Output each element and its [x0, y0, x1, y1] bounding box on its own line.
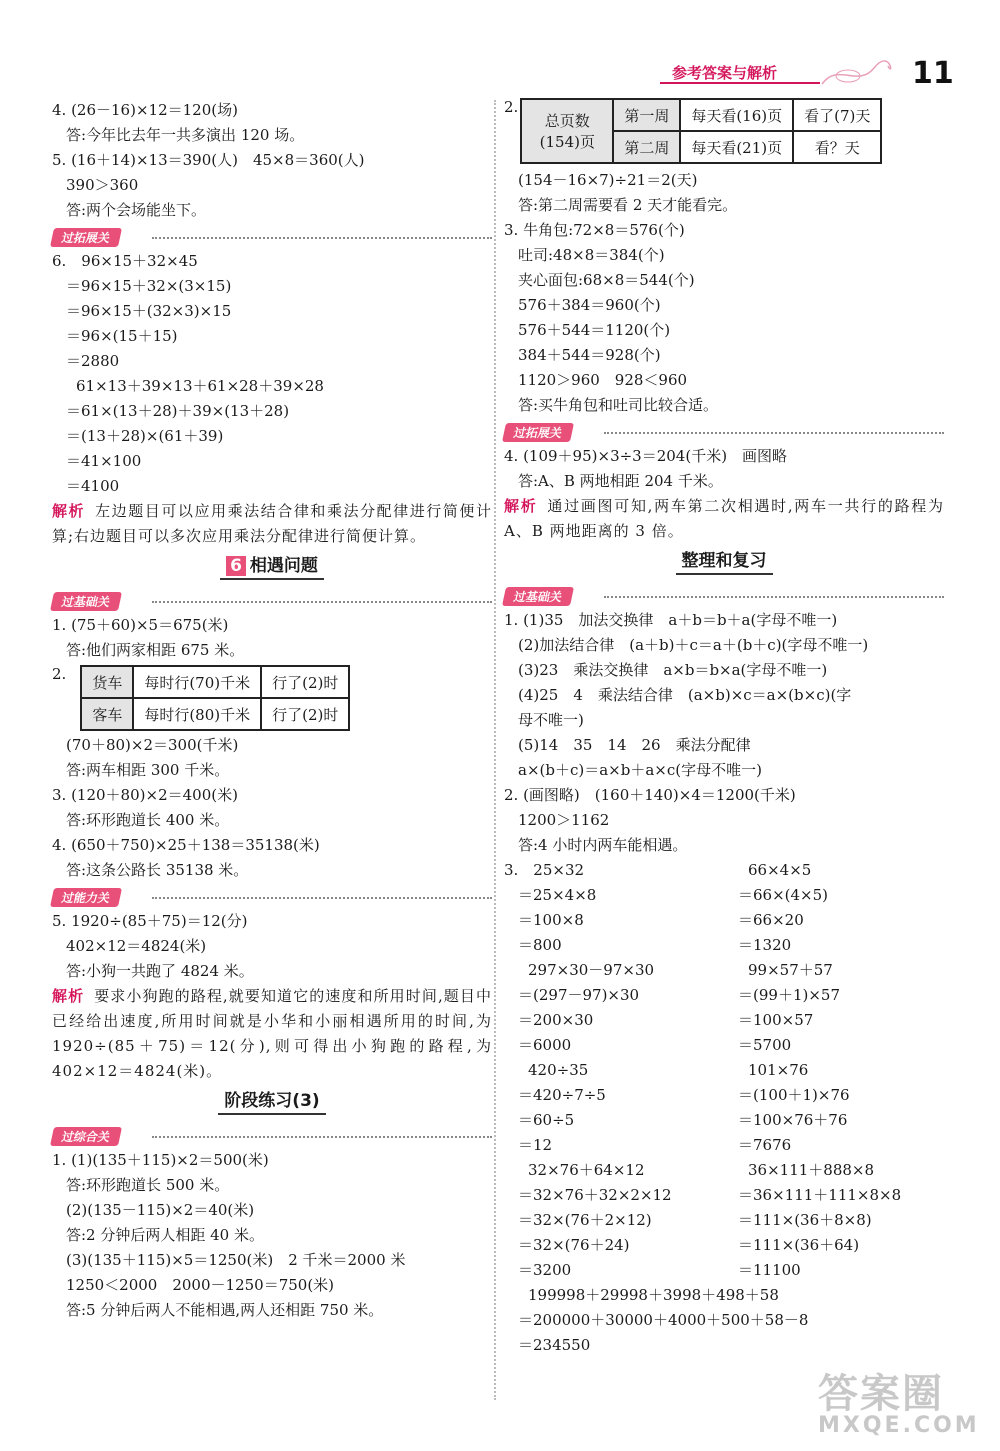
calc-line: ＝32×76＋32×2×12 [518, 1186, 672, 1204]
calc-column-right [724, 858, 944, 1283]
analysis-label: 解析 [52, 987, 85, 1005]
answer-line: (3)23 乘法交换律 a×b＝b×a(字母不唯一) [518, 661, 828, 679]
table-cell: 看？天 [793, 131, 881, 163]
header-underline [660, 82, 820, 84]
dotted-rule [152, 897, 492, 899]
answer-line: 1. (75＋60)×5＝675(米) [52, 616, 229, 634]
calc-line: 420÷35 [528, 1061, 589, 1079]
answer-line: (2)(135－115)×2＝40(米) [66, 1201, 255, 1219]
answer-line: 答:小狗一共跑了 4824 米。 [66, 962, 254, 980]
level-badge: 过基础关 [502, 587, 574, 606]
answer-line: 答:今年比去年一共多演出 120 场。 [66, 126, 305, 144]
table-cell: 第一周 [613, 99, 680, 131]
page-header [600, 58, 1000, 98]
answer-line: 母不唯一) [518, 711, 584, 729]
answer-line: 402×12＝4824(米) [66, 937, 207, 955]
page-number: 11 [912, 56, 954, 91]
calc-line: ＝100×8 [518, 911, 584, 929]
calc-line: 99×57＋57 [748, 961, 833, 979]
answer-line: 576＋384＝960(个) [518, 296, 661, 314]
table-cell: 货车 [81, 666, 133, 698]
answer-line: ＝61×(13＋28)＋39×(13＋28) [66, 402, 290, 420]
dotted-rule [604, 432, 944, 434]
calc-line: 32×76＋64×12 [528, 1161, 645, 1179]
answer-line: ＝96×15＋32×(3×15) [66, 277, 232, 295]
level-badge-row [504, 582, 944, 608]
answer-line: 答:两个会场能坐下。 [66, 201, 207, 219]
calc-line: ＝60÷5 [518, 1111, 575, 1129]
analysis-note [52, 984, 492, 1084]
calc-line: ＝3200 [518, 1261, 572, 1279]
question-2-table-wrap [504, 98, 944, 164]
table-cell: 总页数(154)页 [521, 99, 613, 163]
answer-line: 答:这条公路长 35138 米。 [66, 861, 249, 879]
level-badge: 过综合关 [50, 1127, 122, 1146]
calc-line: ＝12 [518, 1136, 553, 1154]
answer-line: ＝4100 [66, 477, 120, 495]
calc-line: ＝7676 [738, 1136, 792, 1154]
answer-line: 吐司:48×8＝384(个) [518, 246, 665, 264]
answer-line: 答:环形跑道长 500 米。 [66, 1176, 230, 1194]
level-badge-row [52, 883, 492, 909]
level-badge: 过能力关 [50, 888, 122, 907]
calc-line: ＝6000 [518, 1036, 572, 1054]
watermark-logo [818, 1362, 988, 1442]
calc-line: ＝420÷7÷5 [518, 1086, 606, 1104]
answer-line: 3. (120＋80)×2＝400(米) [52, 786, 238, 804]
analysis-text: 左边题目可以应用乘法结合律和乘法分配律进行简便计算;右边题目可以多次应用乘法分配律进行简便计算。 [52, 502, 492, 545]
decorative-swirl-icon [818, 58, 898, 92]
answer-line: 6. 96×15＋32×45 [52, 252, 198, 270]
calc-line: ＝66×20 [738, 911, 804, 929]
section-title: 阶段练习(3) [218, 1086, 325, 1115]
calc-line: ＝(297－97)×30 [518, 986, 640, 1004]
table-row [521, 99, 881, 131]
calc-line: ＝111×(36＋64) [738, 1236, 860, 1254]
answer-line: 答:买牛角包和吐司比较合适。 [518, 396, 719, 414]
calc-line: ＝200000＋30000＋4000＋500＋58－8 [518, 1311, 809, 1329]
analysis-note [504, 494, 944, 544]
answer-line: 4. (650＋750)×25＋138＝35138(米) [52, 836, 320, 854]
answer-line: ＝(13＋28)×(61＋39) [66, 427, 224, 445]
table-cell: 每时行(80)千米 [133, 698, 261, 730]
answer-line: (154－16×7)÷21＝2(天) [518, 171, 698, 189]
answer-line: 1120＞960 928＜960 [518, 371, 688, 389]
right-column [504, 98, 944, 1358]
level-badge: 过基础关 [50, 592, 122, 611]
reading-table [520, 98, 882, 164]
calc-line: ＝800 [518, 936, 562, 954]
answer-line: (5)14 35 14 26 乘法分配律 [518, 736, 751, 754]
analysis-text: 要求小狗跑的路程,就要知道它的速度和所用时间,题目中已经给出速度,所用时间就是小华和小丽相遇所用的时间,为 1920÷(85＋75)＝12(分),则可得出小狗跑的路程,为 402×12＝4824(米)。 [52, 987, 492, 1080]
section-title: 整理和复习 [676, 546, 773, 575]
answer-line: ＝96×(15＋15) [66, 327, 178, 345]
column-divider [494, 100, 496, 1400]
calc-column-left [504, 858, 724, 1283]
calc-line: ＝5700 [738, 1036, 792, 1054]
answer-line: (70＋80)×2＝300(千米) [66, 736, 239, 754]
answer-line: ＝41×100 [66, 452, 142, 470]
analysis-note [52, 499, 492, 549]
dotted-rule [604, 596, 944, 598]
answer-line: 3. 牛角包:72×8＝576(个) [504, 221, 685, 239]
answer-line: 答:第二周需要看 2 天才能看完。 [518, 196, 738, 214]
answer-line: 答:4 小时内两车能相遇。 [518, 836, 688, 854]
answer-line: 5. (16＋14)×13＝390(人) 45×8＝360(人) [52, 151, 365, 169]
answer-line: 答:5 分钟后两人不能相遇,两人还相距 750 米。 [66, 1301, 384, 1319]
calc-line: ＝66×(4×5) [738, 886, 829, 904]
answer-line: 答:A、B 两地相距 204 千米。 [518, 472, 723, 490]
calc-line: 101×76 [748, 1061, 809, 1079]
calc-line: ＝11100 [738, 1261, 801, 1279]
section-title: 相遇问题 [249, 556, 318, 576]
question-2-table-wrap [52, 665, 492, 731]
watermark-text: 答案圈 [818, 1371, 944, 1417]
answer-line: a×(b＋c)＝a×b＋a×c(字母不唯一) [518, 761, 762, 779]
dotted-rule [152, 601, 492, 603]
calc-line: 199998＋29998＋3998＋498＋58 [528, 1286, 779, 1304]
answer-line: 夹心面包:68×8＝544(个) [518, 271, 695, 289]
answer-line: (4)25 4 乘法结合律 (a×b)×c＝a×(b×c)(字 [518, 686, 852, 704]
answer-line: 1200＞1162 [518, 811, 610, 829]
level-badge-row [52, 223, 492, 249]
table-row [81, 698, 349, 730]
level-badge-row [504, 418, 944, 444]
table-row [81, 666, 349, 698]
watermark-url: MXQE.COM [818, 1413, 980, 1438]
table-cell: 看了(7)天 [793, 99, 881, 131]
table-cell: 客车 [81, 698, 133, 730]
dotted-rule [152, 237, 492, 239]
level-badge: 过拓展关 [502, 423, 574, 442]
calc-line: ＝234550 [518, 1336, 591, 1354]
answer-line: 5. 1920÷(85＋75)＝12(分) [52, 912, 248, 930]
calc-line: ＝36×111＋111×8×8 [738, 1186, 902, 1204]
table-cell: 行了(2)时 [261, 666, 349, 698]
answer-line: 576＋544＝1120(个) [518, 321, 671, 339]
analysis-text: 通过画图可知,两车第二次相遇时,两车一共行的路程为 A、B 两地距离的 3 倍。 [504, 497, 944, 540]
answer-line: 1250＜2000 2000－1250＝750(米) [66, 1276, 335, 1294]
answer-line: 61×13＋39×13＋61×28＋39×28 [76, 377, 324, 395]
answer-line: 答:2 分钟后两人相距 40 米。 [66, 1226, 264, 1244]
answer-line: ＝2880 [66, 352, 120, 370]
section-heading [52, 551, 492, 585]
level-badge: 过拓展关 [50, 228, 122, 247]
answer-line: 2. (画图略) (160＋140)×4＝1200(千米) [504, 786, 796, 804]
section-number: 6 [226, 556, 246, 576]
calc-line: ＝100×57 [738, 1011, 814, 1029]
answer-line: (3)(135＋115)×5＝1250(米) 2 千米＝2000 米 [66, 1251, 406, 1269]
table-cell: 每天看(16)页 [680, 99, 793, 131]
level-badge-row [52, 587, 492, 613]
left-column [52, 98, 492, 1323]
answer-line: 390＞360 [66, 176, 139, 194]
answer-line: 384＋544＝928(个) [518, 346, 661, 364]
calc-line: ＝1320 [738, 936, 792, 954]
answer-line: 4. (109＋95)×3÷3＝204(千米) 画图略 [504, 447, 788, 465]
calc-line: ＝100×76＋76 [738, 1111, 848, 1129]
question-number: 2. [52, 665, 67, 683]
calc-line: ＝111×(36＋8×8) [738, 1211, 872, 1229]
analysis-label: 解析 [52, 502, 86, 520]
calc-line: ＝32×(76＋24) [518, 1236, 630, 1254]
header-title: 参考答案与解析 [672, 64, 778, 82]
calc-line: ＝(99＋1)×57 [738, 986, 840, 1004]
section-heading [504, 546, 944, 580]
calc-line: ＝25×4×8 [518, 886, 597, 904]
answer-line: 1. (1)35 加法交换律 a＋b＝b＋a(字母不唯一) [504, 611, 838, 629]
table-cell: 每天看(21)页 [680, 131, 793, 163]
answer-line: 答:两车相距 300 千米。 [66, 761, 230, 779]
answer-line: (2)加法结合律 (a＋b)＋c＝a＋(b＋c)(字母不唯一) [518, 636, 869, 654]
calc-line: 36×111＋888×8 [748, 1161, 875, 1179]
answer-line: 答:环形跑道长 400 米。 [66, 811, 230, 829]
calc-line: ＝200×30 [518, 1011, 594, 1029]
question-number: 2. [504, 98, 519, 116]
answer-line: 4. (26－16)×12＝120(场) [52, 101, 238, 119]
answer-line: ＝96×15＋(32×3)×15 [66, 302, 232, 320]
answer-line: 答:他们两家相距 675 米。 [66, 641, 245, 659]
calc-line: 297×30－97×30 [528, 961, 655, 979]
calc-line: 3. 25×32 [504, 861, 585, 879]
section-heading [52, 1086, 492, 1120]
calculation-grid [504, 858, 944, 1283]
level-badge-row [52, 1122, 492, 1148]
dotted-rule [152, 1136, 492, 1138]
calc-line: ＝(100＋1)×76 [738, 1086, 850, 1104]
table-cell: 行了(2)时 [261, 698, 349, 730]
calc-line: ＝32×(76＋2×12) [518, 1211, 652, 1229]
answer-line: 1. (1)(135＋115)×2＝500(米) [52, 1151, 269, 1169]
table-cell: 第二周 [613, 131, 680, 163]
table-cell: 每时行(70)千米 [133, 666, 261, 698]
calc-line: 66×4×5 [748, 861, 812, 879]
analysis-label: 解析 [504, 497, 538, 515]
speed-table [80, 665, 350, 731]
